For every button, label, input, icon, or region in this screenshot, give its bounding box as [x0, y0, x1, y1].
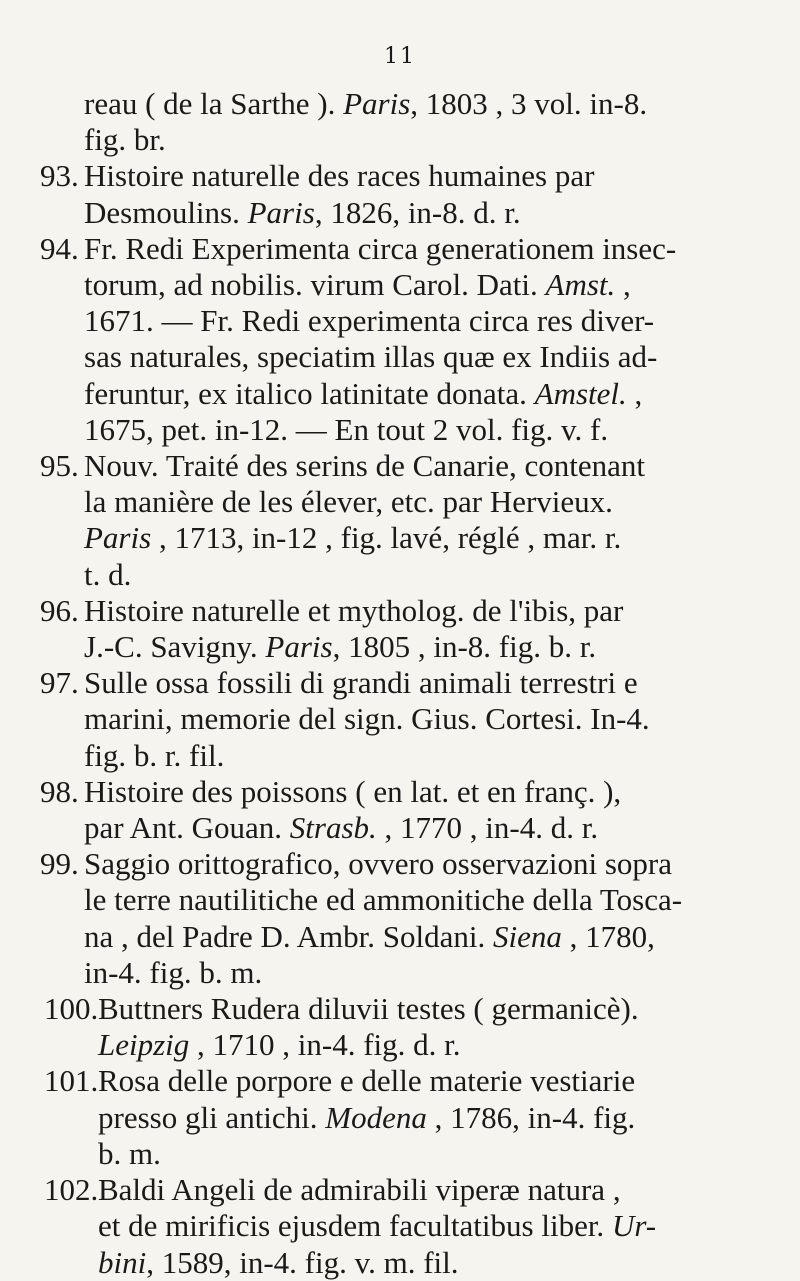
entry-line — [40, 520, 780, 556]
entry-item — [40, 1172, 780, 1281]
line-text: fig. br. — [84, 122, 166, 158]
italic-place: Ur- — [611, 1208, 657, 1244]
entry-number: 99. — [40, 846, 79, 882]
entry-line — [40, 1136, 780, 1172]
entry-number: 95. — [40, 448, 79, 484]
entry-line — [40, 303, 780, 339]
entry-item — [40, 774, 780, 846]
entry-line — [40, 919, 780, 955]
entry-number: 97. — [40, 665, 79, 701]
line-text: , — [615, 267, 631, 303]
entry-item — [40, 665, 780, 774]
line-text: 1675, pet. in-12. — En tout 2 vol. fig. v. f. — [84, 411, 609, 447]
line-text: reau ( de la Sarthe ). — [84, 86, 344, 121]
entry-line — [40, 376, 780, 412]
line-text: , 1786, in-4. fig. — [426, 1099, 636, 1135]
entry-line — [40, 738, 780, 774]
entry-number: 102. — [44, 1172, 99, 1208]
line-text: , 1589, in-4. fig. v. m. fil. — [146, 1244, 459, 1280]
entry-line — [40, 701, 780, 737]
entry-line — [40, 882, 780, 918]
entry-number: 94. — [40, 230, 79, 266]
entry-item — [40, 448, 780, 593]
entry-line — [40, 991, 780, 1027]
entry-line — [40, 448, 780, 484]
entry-line — [40, 86, 780, 122]
entry-item — [40, 231, 780, 448]
bibliography-list — [40, 86, 780, 1281]
line-text: t. d. — [84, 556, 132, 592]
page-number: 11 — [384, 44, 416, 69]
line-text: la manière de les élever, etc. par Hervieux. — [84, 484, 613, 520]
line-text: , 1805 , in-8. fig. b. r. — [332, 629, 597, 665]
entry-item — [40, 593, 780, 665]
line-text: feruntur, ex italico latinitate donata. — [84, 375, 535, 411]
entry-line — [40, 557, 780, 593]
entry-line — [40, 1027, 780, 1063]
line-text: 1671. — Fr. Redi experimenta circa res diver- — [84, 303, 655, 339]
line-text: Nouv. Traité des serins de Canarie, contenant — [84, 448, 646, 484]
entry-line — [40, 339, 780, 375]
italic-place: bini — [98, 1244, 147, 1280]
line-text: torum, ad nobilis. virum Carol. Dati. — [84, 267, 546, 303]
line-text: le terre nautilitiche ed ammonitiche della Tosca- — [84, 882, 683, 918]
entry-line — [40, 122, 780, 158]
entry-line — [40, 629, 780, 665]
italic-place: Modena — [325, 1099, 427, 1135]
line-text: J.-C. Savigny. — [84, 629, 266, 665]
entry-line — [40, 846, 780, 882]
line-text: presso gli antichi. — [98, 1099, 326, 1135]
entry-line — [40, 774, 780, 810]
entry-line — [40, 158, 780, 194]
line-text: Rosa delle porpore e delle materie vestiarie — [98, 1063, 636, 1099]
italic-place: Strasb. — [289, 810, 377, 846]
entry-line — [40, 412, 780, 448]
entry-line — [40, 231, 780, 267]
line-text: par Ant. Gouan. — [84, 810, 290, 846]
italic-place: Amst. — [545, 267, 616, 303]
entry-line — [40, 1245, 780, 1281]
italic-place: Paris — [343, 86, 411, 121]
line-text: , 1780, — [561, 918, 655, 954]
line-text: Histoire naturelle et mytholog. de l'ibis, par — [84, 592, 624, 628]
entry-number: 96. — [40, 592, 79, 628]
line-text: Histoire des poissons ( en lat. et en franç. ), — [84, 773, 622, 809]
line-text: marini, memorie del sign. Gius. Cortesi. In-4. — [84, 701, 650, 737]
line-text: Buttners Rudera diluvii testes ( germanicè). — [98, 991, 639, 1027]
entry-number: 98. — [40, 773, 79, 809]
entry-line — [40, 267, 780, 303]
line-text: Histoire naturelle des races humaines par — [84, 158, 595, 194]
line-text: Saggio orittografico, ovvero osservazioni sopra — [84, 846, 672, 882]
line-text: fig. b. r. fil. — [84, 737, 225, 773]
entry-line — [40, 593, 780, 629]
entry-line — [40, 1063, 780, 1099]
italic-place: Paris — [247, 194, 315, 230]
entry-line — [40, 1208, 780, 1244]
entry-item — [40, 1063, 780, 1172]
line-text: b. m. — [98, 1135, 161, 1171]
italic-place: Paris — [265, 629, 333, 665]
line-text: sas naturales, speciatim illas quæ ex Indiis ad- — [84, 339, 658, 375]
entry-line — [40, 1100, 780, 1136]
line-text: , — [626, 375, 643, 411]
italic-place: Amstel. — [534, 375, 627, 411]
line-text: na , del Padre D. Ambr. Soldani. — [84, 918, 493, 954]
italic-place: Siena — [492, 918, 562, 954]
line-text: , 1713, in-12 , fig. lavé, réglé , mar. r. — [151, 520, 622, 556]
line-text: Fr. Redi Experimenta circa generationem insec- — [84, 230, 677, 266]
entry-number: 101. — [44, 1063, 99, 1099]
italic-place: Leipzig — [98, 1027, 190, 1063]
entry-item — [40, 158, 780, 230]
entry-line — [40, 810, 780, 846]
italic-place: Paris — [84, 520, 152, 556]
line-text: Baldi Angeli de admirabili viperæ natura , — [98, 1172, 621, 1208]
line-text: Sulle ossa fossili di grandi animali terrestri e — [84, 665, 638, 701]
line-text: et de mirificis ejusdem facultatibus liber. — [98, 1208, 612, 1244]
entry-line — [40, 955, 780, 991]
entry-line — [40, 195, 780, 231]
entry-line — [40, 1172, 780, 1208]
line-text: , 1803 , 3 vol. in-8. — [410, 86, 648, 121]
entry-item — [40, 991, 780, 1063]
line-text: Desmoulins. — [84, 194, 248, 230]
entry-number: 93. — [40, 158, 79, 194]
entry-line — [40, 665, 780, 701]
entry-line — [40, 484, 780, 520]
continuation-entry — [40, 86, 780, 158]
line-text: , 1826, in-8. d. r. — [314, 194, 521, 230]
entry-number: 100. — [44, 991, 99, 1027]
line-text: , 1710 , in-4. fig. d. r. — [189, 1027, 461, 1063]
entry-item — [40, 846, 780, 991]
line-text: , 1770 , in-4. d. r. — [376, 810, 599, 846]
line-text: in-4. fig. b. m. — [84, 954, 263, 990]
